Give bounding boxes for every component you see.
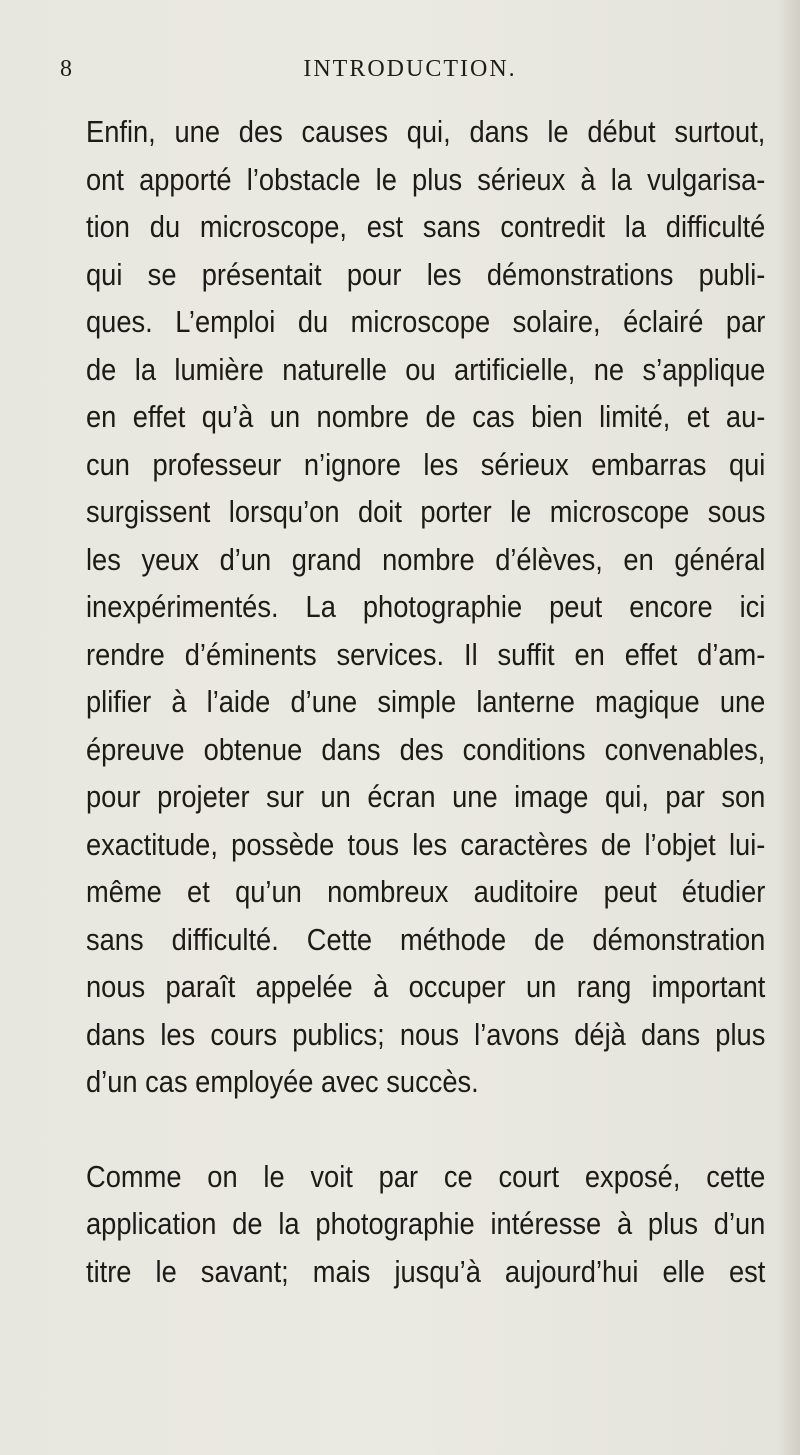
text-line: d’un cas employée avec succès. bbox=[86, 1064, 479, 1099]
text-line: titre le savant; mais jusqu’à aujourd’hui elle est bbox=[86, 1253, 766, 1289]
text-line: surgissent lorsqu’on doit porter le microscope sous bbox=[86, 494, 766, 529]
text-line: pour projeter sur un écran une image qui, par son bbox=[86, 779, 766, 814]
text-line: Enfin, une des causes qui, dans le début surtout, bbox=[86, 114, 766, 149]
text-line: inexpérimentés. La photographie peut encore ici bbox=[86, 589, 766, 624]
paragraph-spacer bbox=[86, 1106, 684, 1153]
paragraph-2 bbox=[86, 1153, 766, 1296]
text-line: nous paraît appelée à occuper un rang important bbox=[86, 969, 766, 1004]
text-line: Comme on le voit par ce court exposé, cette bbox=[86, 1158, 766, 1194]
body-text bbox=[86, 108, 766, 1295]
page-edge-shadow bbox=[778, 0, 800, 1455]
text-line: sans difficulté. Cette méthode de démonstration bbox=[86, 921, 766, 957]
text-line: ont apporté l’obstacle le plus sérieux à la vulgarisa- bbox=[86, 161, 766, 197]
text-line: les yeux d’un grand nombre d’élèves, en général bbox=[86, 541, 766, 577]
running-head bbox=[60, 56, 760, 96]
text-line: plifier à l’aide d’une simple lanterne magique une bbox=[86, 684, 766, 719]
text-line: épreuve obtenue dans des conditions convenables, bbox=[86, 731, 766, 767]
text-line: qui se présentait pour les démonstrations publi- bbox=[86, 256, 766, 292]
text-line: application de la photographie intéresse à plus d’un bbox=[86, 1206, 766, 1241]
running-title: INTRODUCTION. bbox=[303, 56, 517, 82]
text-line: exactitude, possède tous les caractères de l’objet lui- bbox=[86, 826, 766, 862]
page-number: 8 bbox=[60, 56, 72, 82]
text-line: dans les cours publics; nous l’avons déjà dans plus bbox=[86, 1016, 766, 1052]
text-line: en effet qu’à un nombre de cas bien limité, et au- bbox=[86, 399, 766, 434]
text-line: de la lumière naturelle ou artificielle, ne s’applique bbox=[86, 351, 766, 387]
paragraph-1 bbox=[86, 108, 766, 1106]
text-line: même et qu’un nombreux auditoire peut étudier bbox=[86, 874, 766, 909]
text-line: rendre d’éminents services. Il suffit en effet d’am- bbox=[86, 636, 766, 672]
text-line: ques. L’emploi du microscope solaire, éclairé par bbox=[86, 304, 766, 339]
text-line: cun professeur n’ignore les sérieux embarras qui bbox=[86, 446, 766, 482]
text-line: tion du microscope, est sans contredit la difficulté bbox=[86, 209, 766, 244]
